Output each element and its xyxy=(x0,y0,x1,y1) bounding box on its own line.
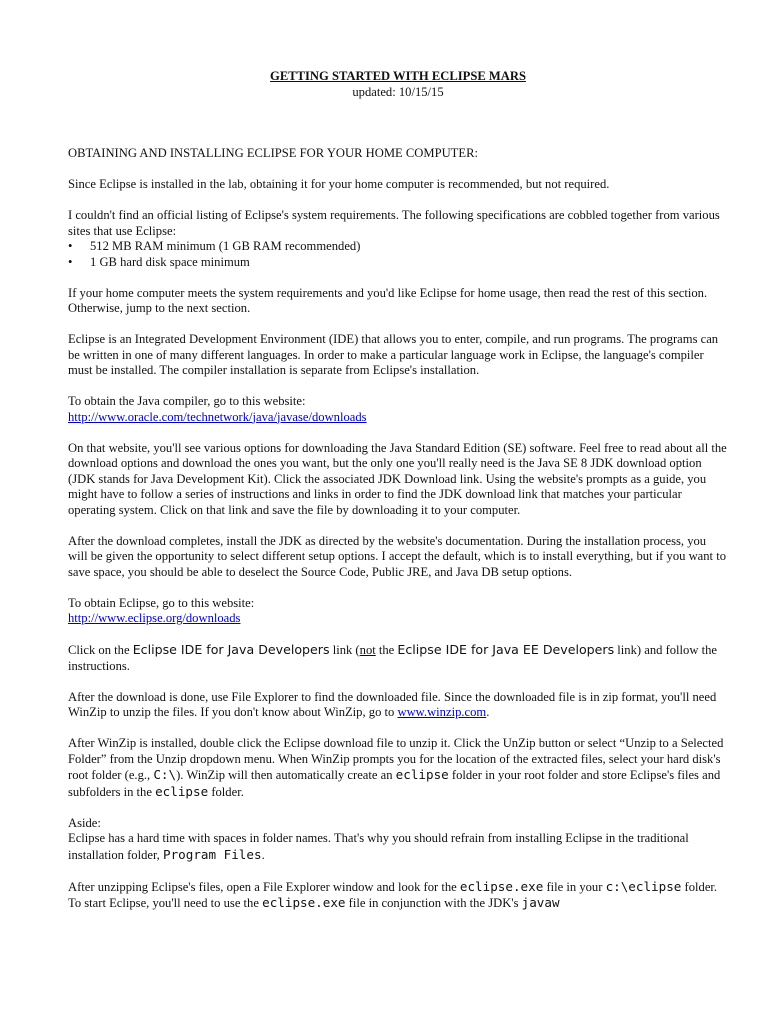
oracle-download-link[interactable]: http://www.oracle.com/technetwork/java/javase/downloads xyxy=(68,409,367,424)
paragraph-winzip xyxy=(68,736,728,800)
java-intro-text: To obtain the Java compiler, go to this website: xyxy=(68,394,306,408)
paragraph-website: On that website, you'll see various options for downloading the Java Standard Edition (SE) software. Feel free to read about all the download options and download the ones you want, but the only one you'll really need is the Java SE 8 JDK download option (JDK stands for Java Development Kit). Click the associated JDK Download link. Using the website's prompts as a guide, you might have to follow a series of instructions and links in order to find the JDK download link that matches your particular operating system. Click on that link and save the file by downloading it to your computer. xyxy=(68,440,727,517)
paragraph-since: Since Eclipse is installed in the lab, obtaining it for your home computer is recommended, but not required. xyxy=(68,177,610,191)
winzip-link[interactable]: www.winzip.com xyxy=(397,705,487,719)
paragraph-ide: Eclipse is an Integrated Development Environment (IDE) that allows you to enter, compile, and run programs. The programs can be written in one of many different languages. In order to make a particular language work in Eclipse, the language's compiler must be installed. The compiler installation is separate from Eclipse's installation. xyxy=(68,332,719,377)
text-run: Eclipse has a hard time with spaces in folder names. That's why you should refrain from installing Eclipse in the traditional installation folder, xyxy=(68,831,689,862)
code-run: eclipse.exe xyxy=(262,895,346,910)
paragraph-java-compiler xyxy=(68,394,728,425)
code-run: eclipse.exe xyxy=(459,878,544,894)
code-run: eclipse xyxy=(395,767,449,782)
eclipse-download-link[interactable]: http://www.eclipse.org/downloads xyxy=(68,611,241,625)
paragraph-requirements: I couldn't find an official listing of Eclipse's system requirements. The following specifications are cobbled together from various sites that use Eclipse: xyxy=(68,208,720,238)
paragraph-click xyxy=(68,642,728,674)
text-run: link ( xyxy=(329,643,360,657)
text-run: folder. xyxy=(208,784,244,799)
text-run: After WinZip is installed, double click the Eclipse download file to unzip it. Click the UnZip button or select “Unzip to a Selected Folder” from the Unzip dropdown menu. When WinZip prompts you for the location of the extracted files, select your hard disk's root folder (e.g., xyxy=(68,736,724,782)
list-item: • 1 GB hard disk space minimum xyxy=(68,255,728,271)
paragraph-aside xyxy=(68,816,728,864)
paragraph-after-jdk: After the download completes, install the JDK as directed by the website's documentation. During the installation process, you will be given the opportunity to select different setup options. I accept the default, which is to install everything, but if you want to save space, you should be able to deselect the Source Code, Public JRE, and Java DB setup options. xyxy=(68,533,726,579)
text-run: After the download is done, use File Explorer to find the downloaded file. Since the downloaded file is in zip format, you'll need WinZip to unzip the files. If you don't know about WinZip, go to xyxy=(68,689,717,719)
doc-title: GETTING STARTED WITH ECLIPSE MARS xyxy=(270,69,526,83)
aside-label: Aside: xyxy=(68,815,101,830)
text-run: After unzipping Eclipse's files, open a File Explorer window and look for the xyxy=(68,879,460,894)
text-run: . xyxy=(261,847,265,862)
text-run: the xyxy=(375,643,398,657)
code-run: javaw xyxy=(521,895,560,910)
requirements-list xyxy=(68,239,728,270)
code-run: eclipse xyxy=(155,783,209,799)
updated-date: updated: 10/15/15 xyxy=(352,84,444,99)
text-run: ). WinZip will then automatically create an xyxy=(176,768,396,782)
list-item: • 512 MB RAM minimum (1 GB RAM recommended) xyxy=(68,239,728,255)
section-heading: OBTAINING AND INSTALLING ECLIPSE FOR YOUR HOME COMPUTER: xyxy=(68,146,478,160)
text-run: folder in your root folder and store Eclipse's files and subfolders in the xyxy=(68,768,721,799)
paragraph-meets: If your home computer meets the system requirements and you'd like Eclipse for home usage, then read the rest of this section. Otherwise, jump to the next section. xyxy=(68,285,708,315)
code-run: C:\ xyxy=(153,767,177,782)
text-run: Click on the xyxy=(68,643,133,657)
text-run: file in conjunction with the JDK's xyxy=(345,896,522,910)
text-run: link) and follow the instructions. xyxy=(68,643,717,673)
emphasis-not: not xyxy=(359,643,376,657)
text-run: folder. To start Eclipse, you'll need to use the xyxy=(68,879,718,910)
document-page xyxy=(68,69,728,927)
code-run: c:\eclipse xyxy=(605,878,682,894)
paragraph-obtain-eclipse xyxy=(68,596,728,627)
text-run: . xyxy=(486,705,490,719)
code-run: Eclipse IDE for Java Developers xyxy=(132,642,330,657)
paragraph-unzip xyxy=(68,879,728,912)
code-run: Eclipse IDE for Java EE Developers xyxy=(397,642,615,657)
text-run: file in your xyxy=(543,879,606,894)
code-run: Program Files xyxy=(162,846,262,862)
paragraph-download-done xyxy=(68,690,728,721)
eclipse-intro-text: To obtain Eclipse, go to this website: xyxy=(68,595,255,610)
